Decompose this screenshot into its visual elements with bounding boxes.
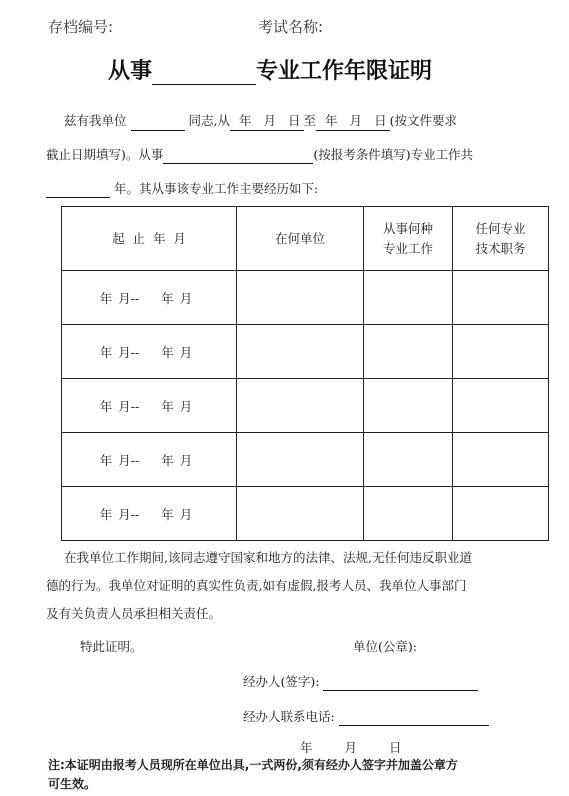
- title-suffix: 专业工作年限证明: [256, 59, 433, 84]
- experience-table: [61, 206, 549, 541]
- title-cell[interactable]: [453, 433, 549, 487]
- period-part: 月--: [118, 290, 140, 306]
- period-part: 年: [161, 290, 174, 306]
- work-cell[interactable]: [364, 487, 453, 541]
- unit-cell[interactable]: [237, 325, 364, 379]
- col-work: [364, 207, 453, 271]
- handler-signature-field[interactable]: [323, 676, 478, 691]
- sign-date-month: 月: [344, 740, 357, 755]
- end-month: 月: [349, 113, 363, 128]
- sign-date-day: 日: [388, 740, 402, 755]
- work-cell[interactable]: [364, 379, 453, 433]
- period-part: 年: [99, 506, 113, 522]
- start-day: 日: [288, 113, 301, 128]
- period-cell[interactable]: [62, 325, 237, 379]
- col-period: [62, 207, 237, 271]
- period-cell[interactable]: [62, 487, 237, 541]
- period-part: 月--: [118, 398, 140, 414]
- sign-date-year: 年: [300, 740, 313, 755]
- archive-number-label: 存档编号:: [48, 18, 114, 36]
- intro-text-3: (按文件要求: [389, 113, 457, 128]
- unit-cell[interactable]: [237, 271, 364, 325]
- period-part: 月--: [118, 452, 140, 468]
- declaration-line-3: 及有关负责人员承担相关责任。: [46, 606, 222, 621]
- start-year: 年: [238, 113, 252, 128]
- period-cell[interactable]: [62, 433, 237, 487]
- intro-line-1: [64, 112, 457, 131]
- declaration-line-2: 德的行为。我单位对证明的真实性负责,如有虚假,报考人员、我单位人事部门: [46, 578, 467, 593]
- period-template: [100, 451, 199, 469]
- work-cell[interactable]: [364, 271, 453, 325]
- period-part: 年: [99, 398, 113, 414]
- intro-text-6: 年。其从事该专业工作主要经历如下:: [113, 181, 319, 196]
- table-row: [62, 433, 549, 487]
- start-month: 月: [263, 113, 276, 128]
- table-row: [62, 325, 549, 379]
- col-unit: [237, 207, 364, 271]
- handler-row: [243, 673, 478, 691]
- intro-text-5: (按报考条件填写)专业工作共: [313, 147, 474, 162]
- title-prefix: 从事: [108, 59, 153, 84]
- period-cell[interactable]: [62, 379, 237, 433]
- period-part: 年: [161, 398, 174, 414]
- period-part: 年: [99, 452, 113, 468]
- unit-seal-label: 单位(公章):: [353, 639, 417, 654]
- profession-type-blank[interactable]: [163, 149, 313, 164]
- table-header-row: [62, 207, 549, 271]
- period-part: 月--: [118, 344, 140, 360]
- table-row: [62, 487, 549, 541]
- period-template: [100, 505, 199, 523]
- period-part: 月: [179, 398, 193, 414]
- table-row: [62, 379, 549, 433]
- period-template: [100, 397, 199, 415]
- unit-cell[interactable]: [237, 379, 364, 433]
- col-title-label: 任何专业 技术职务: [475, 220, 526, 256]
- title-cell[interactable]: [453, 271, 549, 325]
- page-title: [108, 54, 432, 85]
- end-date[interactable]: [316, 112, 390, 131]
- end-year: 年: [325, 113, 338, 128]
- note-line-1: 注:本证明由报考人员现所在单位出具,一式两份,须有经办人签字并加盖公章方: [48, 758, 458, 772]
- certify-text: 特此证明。: [80, 639, 143, 654]
- exam-name-label: 考试名称:: [258, 18, 324, 36]
- handler-phone-field[interactable]: [339, 711, 489, 726]
- note-line-2: 可生效。: [48, 777, 97, 791]
- title-cell[interactable]: [453, 487, 549, 541]
- intro-text-2: 同志,从: [188, 113, 230, 128]
- period-part: 年: [161, 506, 174, 522]
- handler-label: 经办人(签字):: [243, 674, 320, 689]
- handler-phone-row: [243, 708, 489, 726]
- profession-blank[interactable]: [152, 62, 256, 85]
- intro-text-4: 截止日期填写)。从事: [46, 147, 164, 162]
- intro-line-2: [46, 146, 473, 164]
- intro-text-1: 兹有我单位: [64, 113, 127, 128]
- work-cell[interactable]: [364, 325, 453, 379]
- period-part: 月: [179, 506, 193, 522]
- end-day: 日: [374, 113, 387, 128]
- period-part: 年: [161, 452, 174, 468]
- period-part: 月: [179, 452, 193, 468]
- period-part: 月--: [118, 506, 140, 522]
- period-part: 年: [161, 344, 174, 360]
- period-part: 月: [179, 344, 193, 360]
- table-row: [62, 271, 549, 325]
- unit-cell[interactable]: [237, 487, 364, 541]
- declaration-line-1: 在我单位工作期间,该同志遵守国家和地方的法律、法规,无任何违反职业道: [64, 550, 472, 565]
- title-cell[interactable]: [453, 325, 549, 379]
- col-period-label: 起 止 年 月: [112, 230, 186, 246]
- col-title: [453, 207, 549, 271]
- work-cell[interactable]: [364, 433, 453, 487]
- col-work-label: 从事何种 专业工作: [382, 220, 433, 256]
- intro-to: 至: [303, 113, 317, 128]
- name-blank[interactable]: [131, 116, 185, 131]
- handler-phone-label: 经办人联系电话:: [243, 709, 335, 724]
- period-part: 月: [179, 290, 193, 306]
- col-unit-label: 在何单位: [274, 230, 325, 246]
- years-blank[interactable]: [46, 183, 110, 198]
- period-part: 年: [99, 290, 113, 306]
- period-template: [100, 343, 199, 361]
- intro-line-3: [46, 180, 318, 198]
- period-part: 年: [99, 344, 113, 360]
- period-cell[interactable]: [62, 271, 237, 325]
- start-date[interactable]: [230, 112, 304, 131]
- period-template: [100, 289, 199, 307]
- unit-cell[interactable]: [237, 433, 364, 487]
- title-cell[interactable]: [453, 379, 549, 433]
